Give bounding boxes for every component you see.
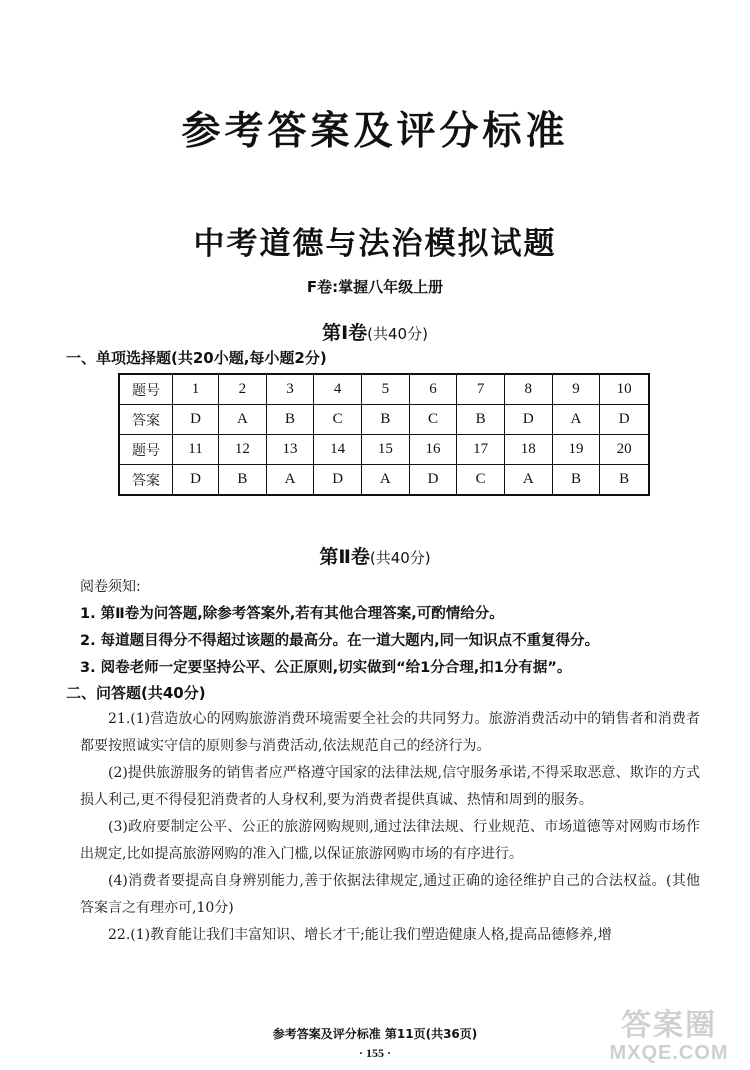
table-cell: 12: [219, 435, 267, 465]
table-row-header: 答案: [119, 405, 173, 435]
section2-heading: 二、问答题(共40分): [66, 684, 206, 702]
table-cell: D: [504, 405, 552, 435]
table-cell: C: [409, 405, 457, 435]
page-number: · 155 ·: [358, 1046, 391, 1060]
grading-note-item: 3. 阅卷老师一定要坚持公平、公正原则,切实做到“给1分合理,扣1分有据”。: [80, 660, 572, 676]
table-cell: A: [219, 405, 267, 435]
table-cell: 10: [600, 374, 649, 405]
answer-paragraph: (2)提供旅游服务的销售者应严格遵守国家的法律法规,信守服务承诺,不得采取恶意、欺诈的方式损人利己,更不得侵犯消费者的人身权利,要为消费者提供真诚、热情和周到的服务。: [80, 765, 700, 808]
table-row: [119, 465, 649, 496]
table-cell: B: [362, 405, 410, 435]
table-cell: B: [219, 465, 267, 496]
main-title: 参考答案及评分标准: [181, 109, 569, 154]
exam-title: 中考道德与法治模拟试题: [193, 226, 557, 262]
part2-title-text: 第Ⅱ卷: [319, 546, 370, 568]
table-cell: D: [173, 465, 219, 496]
table-cell: 3: [266, 374, 314, 405]
grading-note-item: 2. 每道题目得分不得超过该题的最高分。在一道大题内,同一知识点不重复得分。: [80, 633, 600, 649]
table-cell: 15: [362, 435, 410, 465]
table-cell: 20: [600, 435, 649, 465]
table-row-header: 题号: [119, 435, 173, 465]
watermark-logo-text: 答案圈: [621, 1008, 717, 1043]
table-cell: 17: [457, 435, 505, 465]
table-row: [119, 374, 649, 405]
table-cell: B: [600, 465, 649, 496]
table-cell: 18: [504, 435, 552, 465]
table-cell: 19: [552, 435, 600, 465]
page-footer: 参考答案及评分标准 第11页(共36页): [272, 1027, 478, 1041]
answer-paragraph: (4)消费者要提高自身辨别能力,善于依据法律规定,通过正确的途径维护自己的合法权益。(其他答案言之有理亦可,10分): [80, 873, 700, 916]
table-cell: B: [266, 405, 314, 435]
grading-notes: [80, 574, 700, 682]
table-cell: 5: [362, 374, 410, 405]
table-cell: 16: [409, 435, 457, 465]
table-cell: A: [362, 465, 410, 496]
table-row-header: 答案: [119, 465, 173, 496]
table-cell: 4: [314, 374, 362, 405]
table-cell: D: [600, 405, 649, 435]
part1-score-note: (共40分): [367, 325, 428, 343]
table-cell: 13: [266, 435, 314, 465]
table-cell: 11: [173, 435, 219, 465]
part1-title-text: 第Ⅰ卷: [322, 322, 368, 344]
table-cell: D: [409, 465, 457, 496]
table-cell: A: [504, 465, 552, 496]
table-cell: C: [314, 405, 362, 435]
table-cell: B: [457, 405, 505, 435]
site-watermark: [594, 1010, 744, 1066]
table-row: [119, 405, 649, 435]
answer-table: [118, 373, 650, 496]
section1-heading: 一、单项选择题(共20小题,每小题2分): [66, 349, 327, 367]
table-cell: 1: [173, 374, 219, 405]
answer-table-body: [119, 374, 649, 495]
grading-notes-title: 阅卷须知:: [80, 579, 141, 595]
table-cell: A: [552, 405, 600, 435]
grading-note-item: 1. 第Ⅱ卷为问答题,除参考答案外,若有其他合理答案,可酌情给分。: [80, 606, 504, 622]
table-cell: B: [552, 465, 600, 496]
volume-label: F卷:掌握八年级上册: [306, 278, 444, 296]
table-cell: D: [314, 465, 362, 496]
table-cell: C: [457, 465, 505, 496]
table-cell: A: [266, 465, 314, 496]
table-row-header: 题号: [119, 374, 173, 405]
watermark-url: MXQE.COM: [609, 1042, 729, 1064]
table-cell: D: [173, 405, 219, 435]
table-cell: 6: [409, 374, 457, 405]
table-cell: 2: [219, 374, 267, 405]
table-cell: 8: [504, 374, 552, 405]
answer-body: [80, 706, 700, 949]
part2-title: [0, 542, 750, 569]
table-cell: 14: [314, 435, 362, 465]
table-cell: 9: [552, 374, 600, 405]
part2-score-note: (共40分): [369, 549, 431, 567]
table-cell: 7: [457, 374, 505, 405]
answer-paragraph: 22.(1)教育能让我们丰富知识、增长才干;能让我们塑造健康人格,提高品德修养,增: [108, 927, 612, 943]
answer-paragraph: (3)政府要制定公平、公正的旅游网购规则,通过法律法规、行业规范、市场道德等对网购市场作出规定,比如提高旅游网购的准入门槛,以保证旅游网购市场的有序进行。: [80, 819, 700, 862]
part1-title: [0, 318, 750, 345]
table-row: [119, 435, 649, 465]
answer-paragraph: 21.(1)营造放心的网购旅游消费环境需要全社会的共同努力。旅游消费活动中的销售者和消费者都要按照诚实守信的原则参与消费活动,依法规范自己的经济行为。: [80, 711, 700, 754]
